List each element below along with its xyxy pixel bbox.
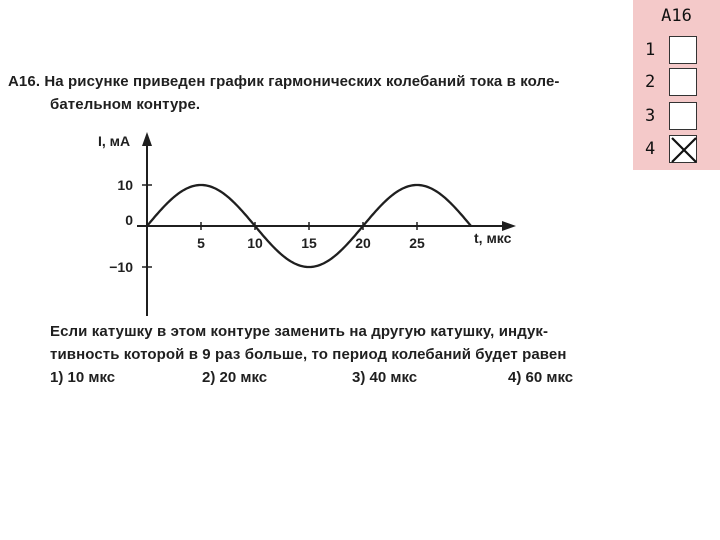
answer-option-3[interactable] — [633, 102, 720, 132]
y-tick-label: −10 — [109, 259, 133, 275]
answer-panel — [633, 0, 720, 170]
answer-option-number: 4 — [645, 139, 656, 159]
answer-option-4[interactable] — [633, 135, 720, 165]
answer-checkbox-3[interactable] — [669, 102, 697, 130]
problem-intro-line1 — [8, 73, 560, 90]
x-tick-label: 15 — [301, 235, 317, 251]
answer-option-number: 1 — [645, 40, 656, 60]
x-tick-label: 20 — [355, 235, 371, 251]
problem-label: A16. — [8, 73, 41, 90]
y-tick-label: 10 — [117, 177, 133, 193]
answer-choice-1: 1) 10 мкс — [50, 369, 116, 386]
answer-choice-4: 4) 60 мкс — [508, 369, 574, 386]
problem-intro-line2: бательном контуре. — [50, 96, 201, 113]
answer-option-number: 2 — [645, 72, 656, 92]
x-tick-label: 10 — [247, 235, 263, 251]
x-tick-label: 25 — [409, 235, 425, 251]
answer-checkbox-4[interactable] — [669, 135, 697, 163]
question-line1: Если катушку в этом контуре заменить на другую катушку, индук- — [50, 323, 549, 340]
answer-checkbox-2[interactable] — [669, 68, 697, 96]
answer-checkbox-1[interactable] — [669, 36, 697, 64]
y-axis-label: I, мА — [98, 133, 131, 149]
current-graph — [90, 128, 630, 328]
problem-intro-text: На рисунке приведен график гармонических колебаний тока в коле- — [44, 73, 560, 90]
answer-option-number: 3 — [645, 106, 656, 126]
answer-choice-2: 2) 20 мкс — [202, 369, 268, 386]
question-line2: тивность которой в 9 раз больше, то период колебаний будет равен — [50, 346, 567, 363]
answer-option-2[interactable] — [633, 68, 720, 98]
y-tick-label: 0 — [125, 212, 133, 228]
answer-choices — [50, 369, 610, 389]
answer-option-1[interactable] — [633, 36, 720, 66]
x-axis-label: t, мкс — [474, 230, 512, 246]
y-axis-arrow — [142, 132, 152, 146]
answer-choice-3: 3) 40 мкс — [352, 369, 418, 386]
answer-panel-title: A16 — [661, 6, 692, 26]
cross-mark-icon — [670, 136, 698, 164]
x-tick-label: 5 — [197, 235, 205, 251]
